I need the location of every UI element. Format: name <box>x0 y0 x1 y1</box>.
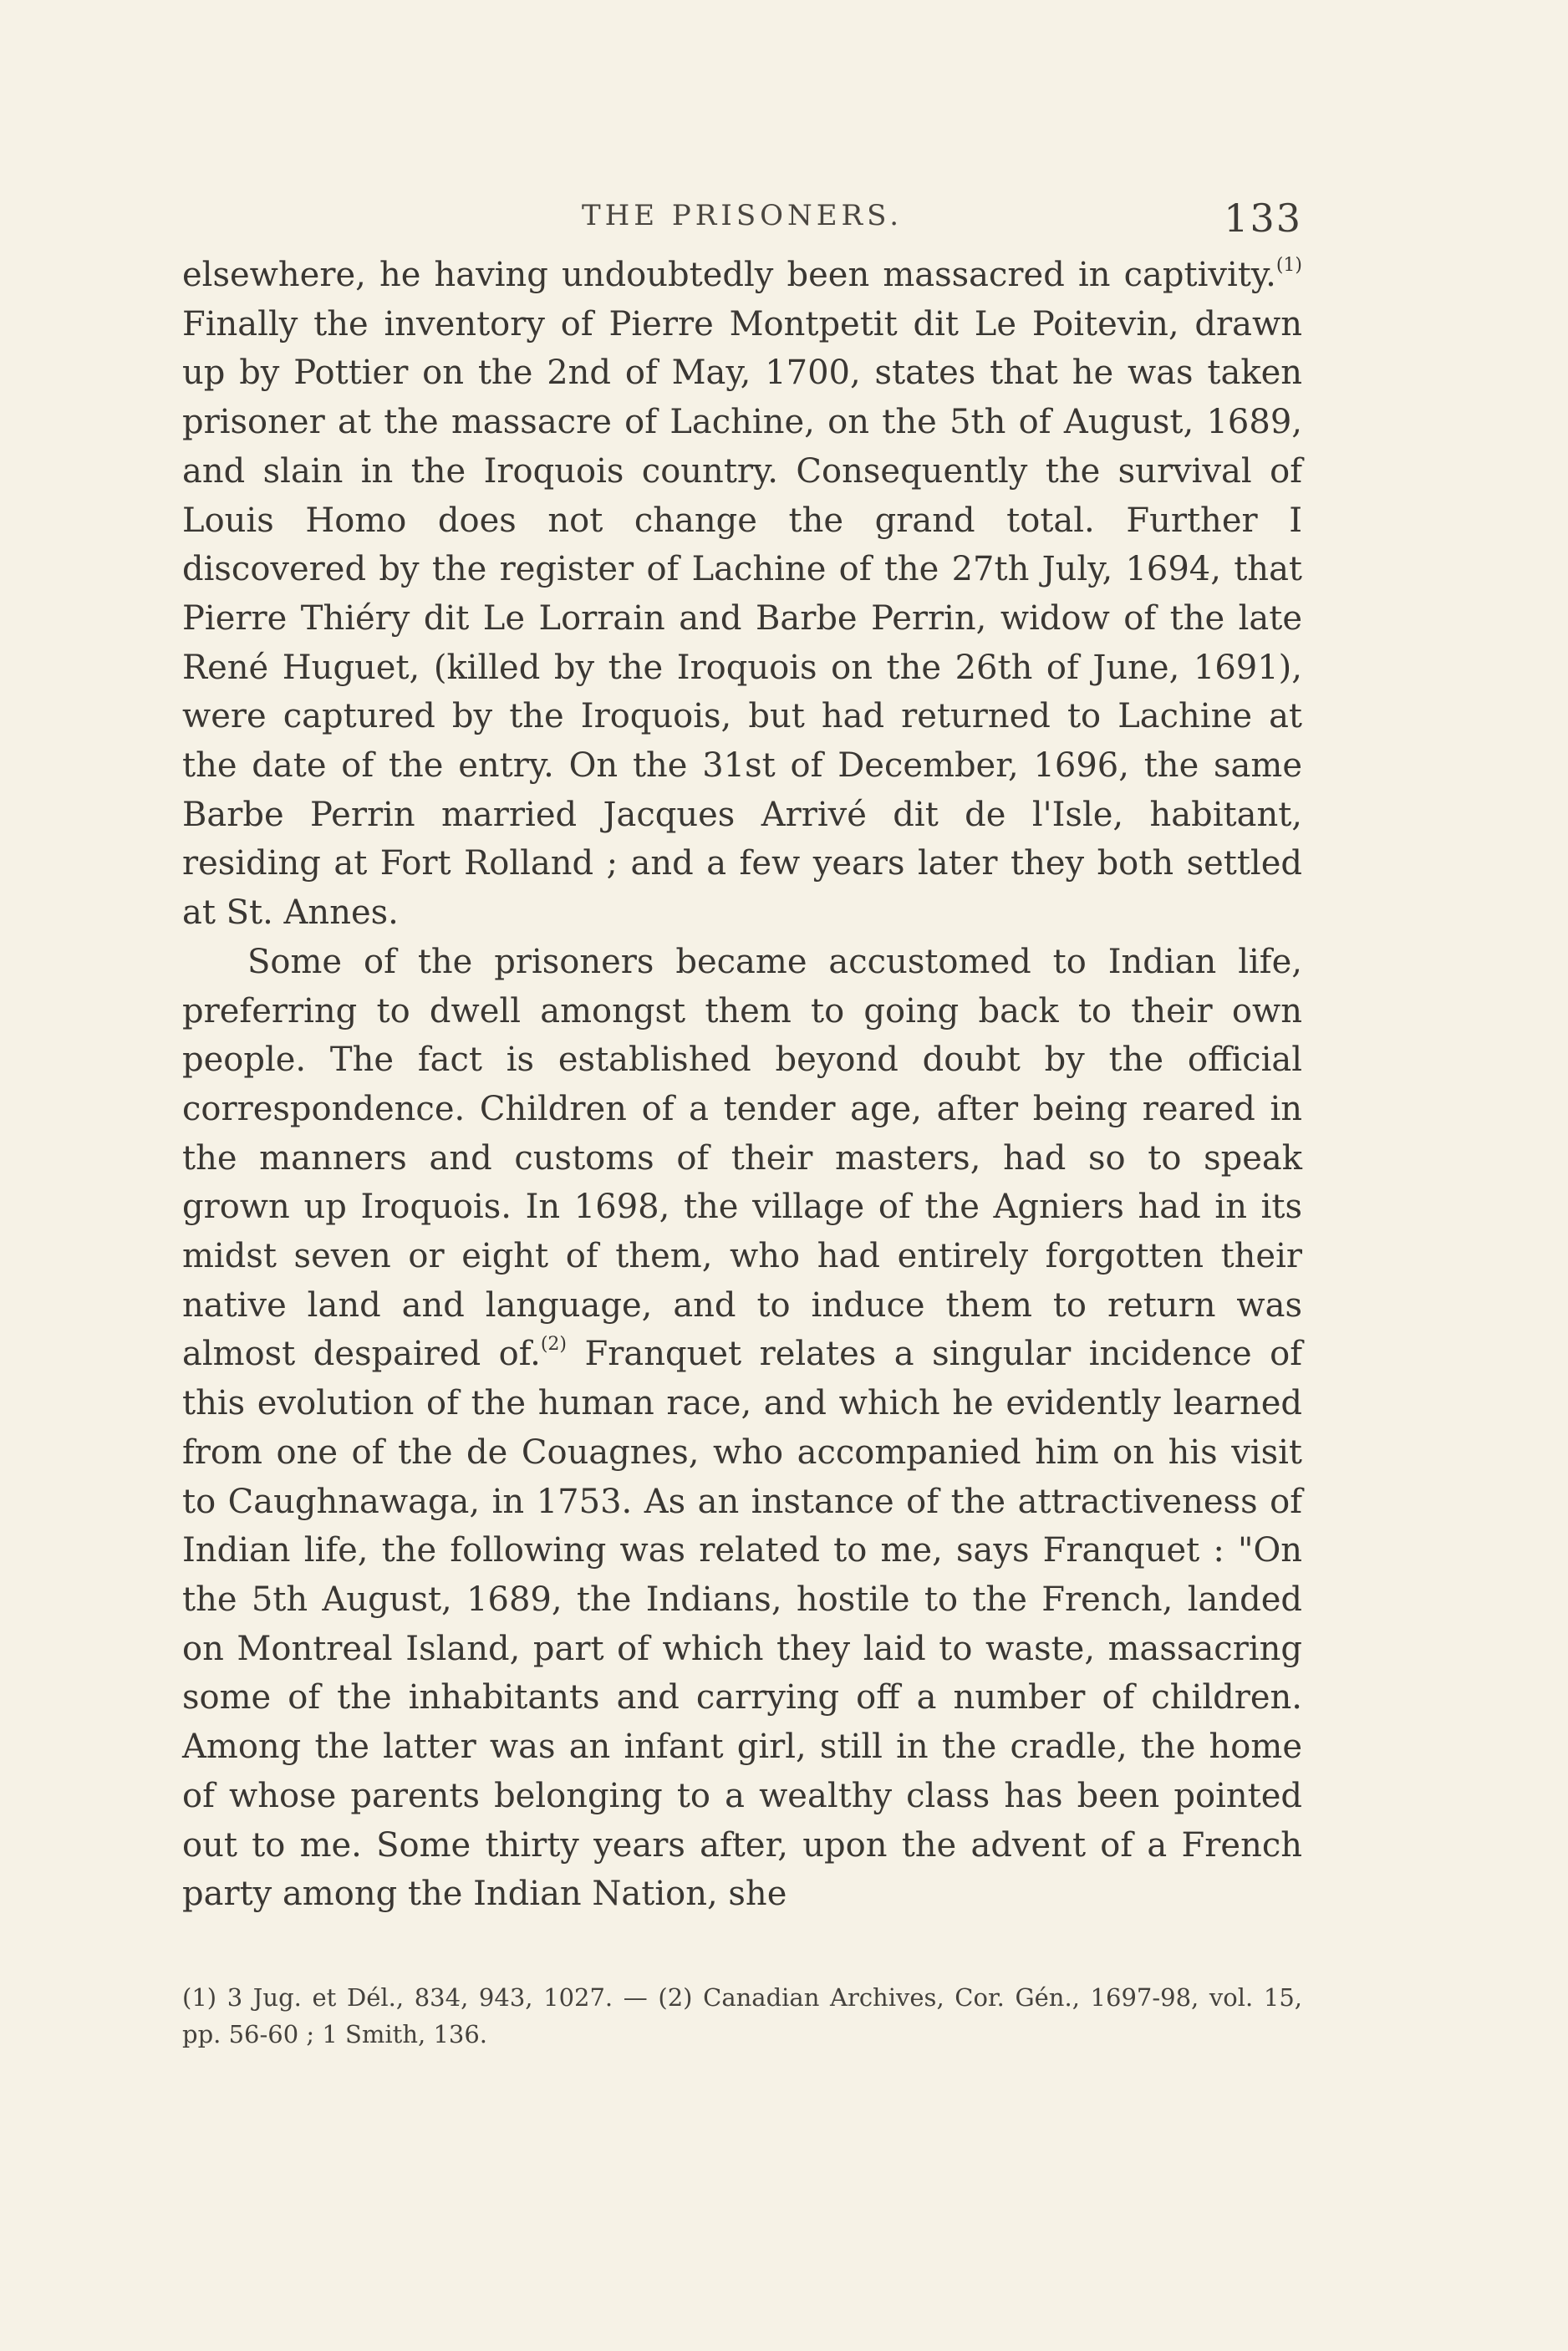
paragraph-2-part-a: Some of the prisoners became accustomed to Indian life, preferring to dwell amongst them to going back to their own people. The fact is established beyond doubt by the official correspondence. Children of a tender age, after being reared in the manners and customs of their masters, had so to speak grown up Iroquois. In 1698, the village of the Agniers had in its midst seven or eight of them, who had entirely forgotten their native land and language, and to induce them to return was almost despaired of. <box>182 942 1302 1374</box>
paragraph-1-part-b: Finally the inventory of Pierre Montpetit dit Le Poitevin, drawn up by Pottier on the 2nd of May, 1700, states that he was taken prisoner at the massacre of Lachine, on the 5th of August, 1689, and slain in the Iroquois country. Consequently the survival of Louis Homo does not change the grand total. Further I discovered by the register of Lachine of the 27th July, 1694, that Pierre Thiéry dit Le Lorrain and Barbe Perrin, widow of the late René Huguet, (killed by the Iroquois on the 26th of June, 1691), were captured by the Iroquois, but had returned to Lachine at the date of the entry. On the 31st of December, 1696, the same Barbe Perrin married Jacques Arrivé dit de l'Isle, habitant, residing at Fort Rolland ; and a few years later they both settled at St. Annes. <box>182 304 1302 933</box>
paragraph-1 <box>182 251 1302 938</box>
paragraph-2-part-b: Franquet relates a singular incidence of this evolution of the human race, and which he evidently learned from one of the de Couagnes, who accompanied him on his visit to Caughnawaga, in 1753. As an instance of the attractiveness of Indian life, the following was related to me, says Franquet : "On the 5th August, 1689, the Indians, hostile to the French, landed on Montreal Island, part of which they laid to waste, massacring some of the inhabitants and carrying off a number of children. Among the latter was an infant girl, still in the cradle, the home of whose parents belonging to a wealthy class has been pointed out to me. Some thirty years after, upon the advent of a French party among the Indian Nation, she <box>182 1335 1303 1914</box>
footnotes <box>182 1979 1302 2053</box>
paragraph-2 <box>182 938 1302 1919</box>
footnote-marker-2: (2) <box>540 1334 568 1356</box>
running-head <box>182 196 1302 249</box>
page-number: 133 <box>1224 196 1302 241</box>
footnote-marker-1: (1) <box>1275 255 1302 276</box>
running-title: THE PRISONERS. <box>581 199 904 232</box>
paragraph-1-part-a: elsewhere, he having undoubtedly been massacred in captivity. <box>182 256 1276 294</box>
body-text <box>182 251 1302 1919</box>
footnote-text: (1) 3 Jug. et Dél., 834, 943, 1027. — (2) Canadian Archives, Cor. Gén., 1697-98, vol. 15, pp. 56-60 ; 1 Smith, 136. <box>182 1983 1302 2048</box>
